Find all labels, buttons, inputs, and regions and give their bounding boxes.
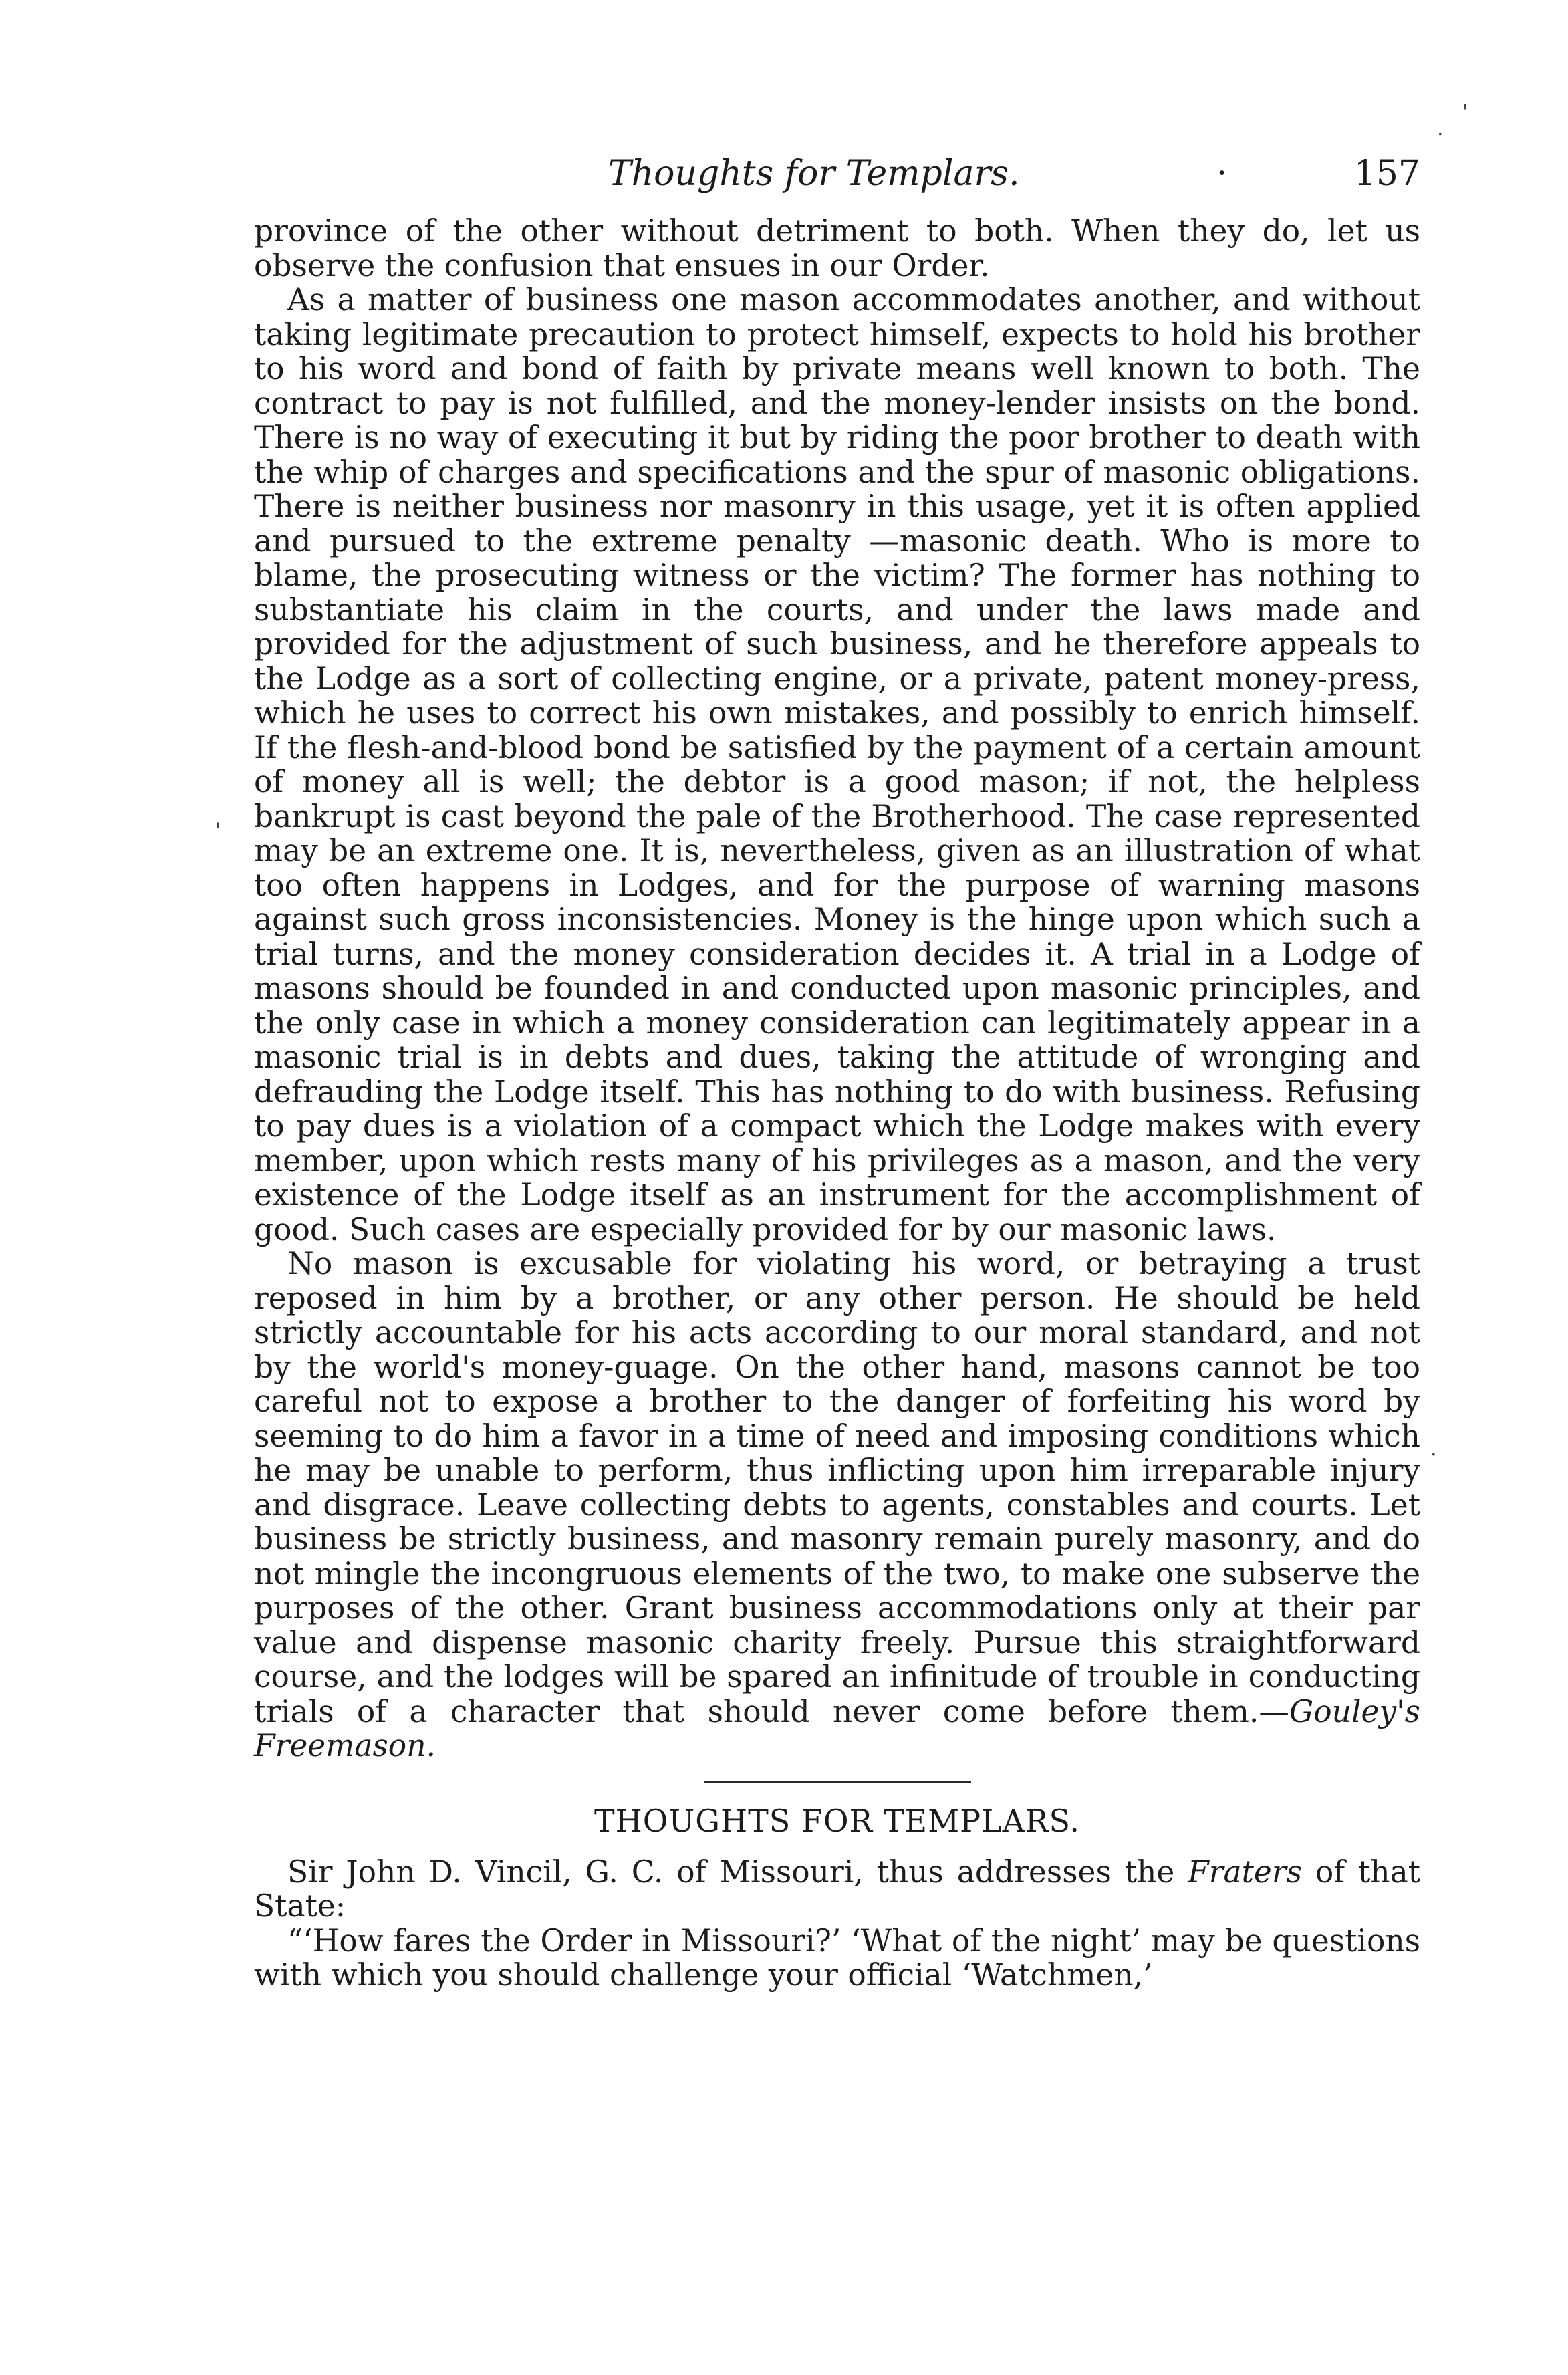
page-number: 157 — [1353, 154, 1420, 194]
article-body — [254, 214, 1420, 1763]
paragraph: As a matter of business one mason accommodates another, and without taking legitimate precaution to protect himself, expects to hold his brother to his word and bond of faith by private means well known to both. The contract to pay is not fulfilled, and the money-lender insists on the bond. There is no way of executing it but by riding the poor brother to death with the whip of charges and specifications and the spur of masonic obligations. There is neither business nor masonry in this usage, yet it is often applied and pursued to the extreme penalty —masonic death. Who is more to blame, the prosecuting witness or the victim? The former has nothing to substantiate his claim in the courts, and under the laws made and provided for the adjustment of such business, and he therefore appeals to the Lodge as a sort of collecting engine, or a private, patent money-press, which he uses to correct his own mistakes, and possibly to enrich himself. If the flesh-and-blood bond be satisfied by the payment of a certain amount of money all is well; the debtor is a good mason; if not, the helpless bankrupt is cast beyond the pale of the Brotherhood. The case represented may be an extreme one. It is, nevertheless, given as an illustration of what too often happens in Lodges, and for the purpose of warning masons against such gross inconsistencies. Money is the hinge upon which such a trial turns, and the money consideration decides it. A trial in a Lodge of masons should be founded in and conducted upon masonic principles, and the only case in which a money consideration can legitimately appear in a masonic trial is in debts and dues, taking the attitude of wronging and defrauding the Lodge itself. This has nothing to do with business. Refusing to pay dues is a violation of a compact which the Lodge makes with every member, upon which rests many of his privileges as a mason, and the very existence of the Lodge itself as an instrument for the accomplishment of good. Such cases are especially provided for by our masonic laws. — [254, 282, 1420, 1247]
paragraph: province of the other without detriment to both. When they do, let us observe the confusion that ensues in our Order. — [254, 213, 1420, 283]
emphasis-fraters: Fraters — [1188, 1854, 1302, 1890]
paragraph-text: No mason is excusable for violating his word, or betraying a trust reposed in him by a brother, or any other person. He should be held strictly accountable for his acts according to our moral standard, and not by the world's money-guage. On the other hand, masons cannot be too careful not to expose a brother to the danger of forfeiting his word by seeming to do him a favor in a time of need and imposing conditions which he may be unable to perform, thus inflicting upon him irreparable injury and disgrace. Leave collecting debts to agents, constables and courts. Let business be strictly business, and masonry remain purely masonry, and do not mingle the incongruous elements of the two, to make one subserve the purposes of the other. Grant business accommodations only at their par value and dispense masonic charity freely. Pursue this straightforward course, and the lodges will be spared an infinitude of trouble in conducting trials of a character that should never come before them.— — [254, 1246, 1420, 1729]
margin-mark: . — [1437, 117, 1444, 140]
margin-mark: ' — [1462, 100, 1468, 124]
section-heading: THOUGHTS FOR TEMPLARS. — [594, 1802, 1081, 1839]
paragraph-text: of that State: — [254, 1854, 1421, 1924]
page — [254, 154, 1420, 1993]
section-divider — [704, 1781, 971, 1783]
attribution: Gouley's Freemason. — [254, 1693, 1420, 1763]
paragraph — [254, 1247, 1420, 1763]
running-head — [254, 154, 1420, 214]
margin-mark: ' — [215, 819, 221, 842]
running-head-title: Thoughts for Templars. — [608, 154, 1020, 194]
paragraph: “‘How fares the Order in Missouri?’ ‘What of the night’ may be questions with which you should challenge your official ‘Watchmen,’ — [254, 1922, 1420, 1993]
paragraph-text: Sir John D. Vincil, G. C. of Missouri, thus addresses the — [287, 1854, 1175, 1890]
paragraph — [254, 1855, 1420, 1924]
margin-mark: . — [1430, 1437, 1437, 1461]
running-head-separator: · — [1216, 154, 1228, 194]
section-body — [254, 1855, 1420, 1993]
